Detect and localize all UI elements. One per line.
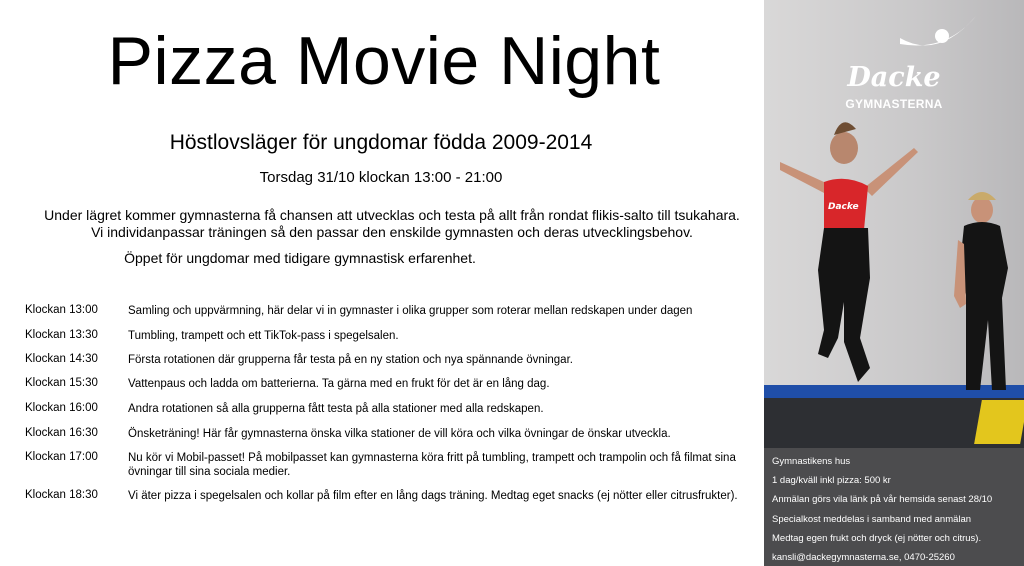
- intro-line-1: Under lägret kommer gymnasterna få chansen att utvecklas och testa på allt från rondat flikis-salto till tsukahara.: [44, 207, 740, 223]
- jumping-gymnast: [780, 122, 918, 382]
- shirt-logo-text: Dacke: [828, 202, 859, 212]
- intro-line-3: Öppet för ungdomar med tidigare gymnastisk erfarenhet.: [124, 250, 476, 266]
- page-title: Pizza Movie Night: [107, 23, 661, 99]
- schedule-text: Vi äter pizza i spegelsalen och kollar på film efter en lång dags träning. Medtag eget snacks (ej nötter eller citrusfrukter).: [128, 490, 738, 502]
- subtitle: Höstlovsläger för ungdomar födda 2009-2014: [169, 131, 593, 154]
- schedule-text: Andra rotationen så alla grupperna fått testa på alla stationer med alla redskapen.: [128, 403, 544, 415]
- logo-subtitle: GYMNASTERNA: [845, 97, 943, 111]
- logo-name: Dacke: [847, 62, 941, 93]
- info-price: 1 dag/kväll inkl pizza: 500 kr: [772, 475, 891, 486]
- schedule-time: Klockan 17:00: [25, 451, 98, 463]
- schedule-text: Tumbling, trampett och ett TikTok-pass i spegelsalen.: [128, 330, 399, 342]
- info-contact: kansli@dackegymnasterna.se, 0470-25260: [772, 552, 955, 563]
- schedule-time: Klockan 16:30: [25, 427, 98, 439]
- event-date: Torsdag 31/10 klockan 13:00 - 21:00: [259, 169, 503, 186]
- schedule-text: Samling och uppvärmning, här delar vi in gymnaster i olika grupper som roterar mellan redskapen under dagen: [128, 305, 693, 317]
- info-registration: Anmälan görs vila länk på vår hemsida senast 28/10: [772, 494, 993, 505]
- intro-line-2: Vi individanpassar träningen så den passar den enskilde gymnasten och deras utvecklingsbehov.: [91, 224, 693, 240]
- schedule-text: Vattenpaus och ladda om batterierna. Ta gärna med en frukt för det är en lång dag.: [128, 378, 550, 390]
- schedule-time: Klockan 14:30: [25, 353, 98, 365]
- intro-text: [0, 207, 784, 241]
- info-bring: Medtag egen frukt och dryck (ej nötter och citrus).: [772, 533, 982, 544]
- info-special-diet: Specialkost meddelas i samband med anmälan: [772, 514, 972, 525]
- info-location: Gymnastikens hus: [772, 456, 851, 467]
- schedule-time: Klockan 13:00: [25, 304, 98, 316]
- info-box: [764, 448, 1024, 566]
- schedule-time: Klockan 15:30: [25, 377, 98, 389]
- side-panel: [764, 0, 1024, 566]
- schedule-time: Klockan 18:30: [25, 489, 98, 501]
- schedule-time: Klockan 13:30: [25, 329, 98, 341]
- coach-figure: [954, 192, 1008, 390]
- schedule-time: Klockan 16:00: [25, 402, 98, 414]
- schedule-text: Nu kör vi Mobil-passet! På mobilpasset kan gymnasterna köra fritt på tumbling, trampett och trampolin och få filmat sina övningar till sina sociala medier.: [128, 452, 736, 478]
- logo-swoosh-icon: [896, 14, 982, 58]
- schedule-text: Önsketräning! Här får gymnasterna önska vilka stationer de vill köra och vilka övningar de önskar utveckla.: [128, 428, 671, 440]
- schedule-text: Första rotationen där grupperna får testa på en ny station och nya spännande övningar.: [128, 354, 573, 366]
